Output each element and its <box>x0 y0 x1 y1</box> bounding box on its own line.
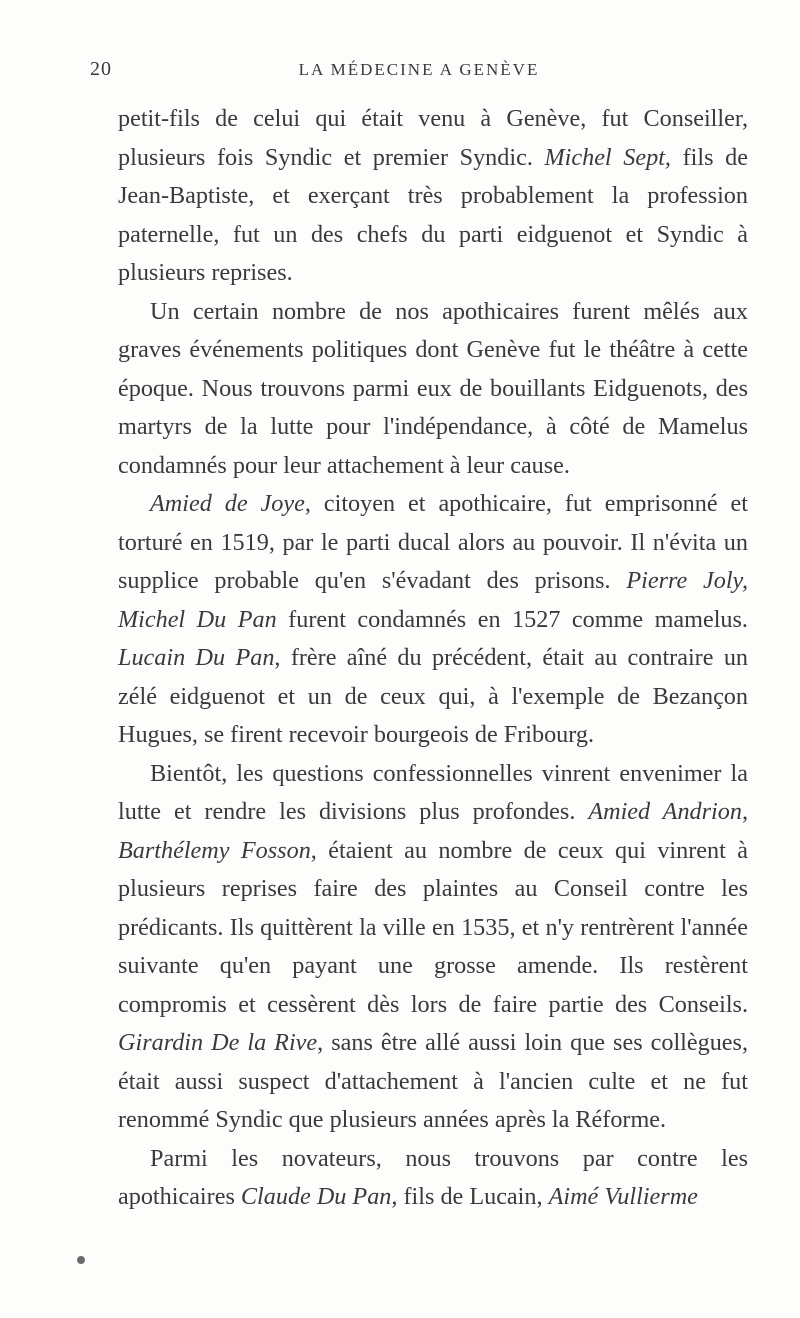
paragraph <box>118 293 748 486</box>
italic-name: Lucain Du Pan <box>118 644 275 671</box>
text-run: , citoyen et apothicaire, fut emprisonné et torturé en 1519, par le parti ducal alors au pouvoir. Il n'évita un supplice probable qu'en s'évadant des prisons. <box>118 490 749 594</box>
paragraph <box>118 1140 748 1217</box>
text-run: , fils de Lucain, <box>391 1183 549 1210</box>
italic-name: Aimé Vullierme <box>548 1183 698 1210</box>
text-run: fils de Jean-Baptiste, et exerçant très probablement la profession paternelle, fut un des chefs du parti eidguenot et Syndic à plusieurs reprises. <box>118 143 748 286</box>
page-number: 20 <box>90 58 112 80</box>
text-run: , frère aîné du précédent, était au contraire un zélé eidguenot et un de ceux qui, à l'exemple de Bezançon Hugues, se firent recevoir bourgeois de Fribourg. <box>118 644 749 748</box>
text-run: Parmi les novateurs, nous trouvons par contre les apothicaires <box>118 1144 748 1210</box>
text-run: , étaient au nombre de ceux qui vinrent à plusieurs reprises faire des plaintes au Conseil contre les prédicants. Ils quittèrent la ville en 1535, et n'y rentrèrent l'année suivante qu'en payant une grosse amende. Ils restèrent compromis et cessèrent dès lors de faire partie des Conseils. <box>118 836 748 1018</box>
running-head <box>90 58 748 88</box>
italic-name: Pierre Joly, Michel Du Pan <box>118 567 748 633</box>
italic-name: Girardin De la Rive <box>118 1029 318 1056</box>
italic-name: Amied de Joye <box>150 490 305 517</box>
text-run: , sans être allé aussi loin que ses collègues, était aussi suspect d'attachement à l'ancien culte et ne fut renommé Syndic que plusieurs années après la Réforme. <box>118 1029 749 1133</box>
text-run: furent condamnés en 1527 comme mamelus. <box>276 605 748 633</box>
text-run: Un certain nombre de nos apothicaires furent mêlés aux graves événements politiques dont Genève fut le théâtre à cette époque. Nous trouvons parmi eux de bouillants Eidguenots, des martyrs de la lutte pour l'indépendance, à côté de Mamelus condamnés pour leur attachement à leur cause. <box>118 297 748 479</box>
body-text <box>118 100 748 1217</box>
italic-name: Michel Sept, <box>544 143 671 171</box>
margin-dot <box>77 1256 85 1264</box>
italic-name: Claude Du Pan <box>240 1183 392 1210</box>
running-title: LA MÉDECINE A GENÈVE <box>298 60 540 79</box>
italic-name: Amied Andrion, Barthélemy Fosson <box>118 798 748 864</box>
text-run: Bientôt, les questions confessionnelles vinrent envenimer la lutte et rendre les divisions plus profondes. <box>118 759 748 825</box>
paragraph <box>118 100 748 293</box>
text-run: petit-fils de celui qui était venu à Genève, fut Conseiller, plusieurs fois Syndic et premier Syndic. <box>118 105 748 171</box>
paragraph <box>118 485 748 755</box>
paragraph <box>118 755 748 1140</box>
